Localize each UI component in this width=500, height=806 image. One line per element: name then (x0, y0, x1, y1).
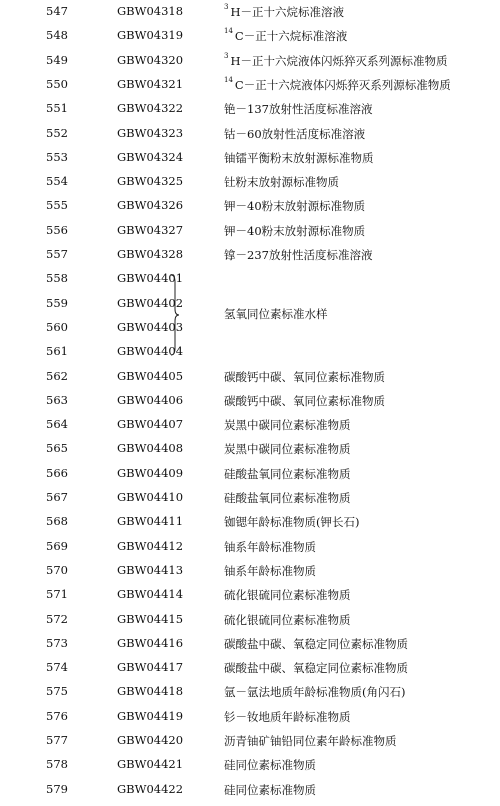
row-number: 563 (46, 392, 68, 407)
standard-code: GBW04403 (117, 319, 184, 334)
brace-icon (170, 274, 180, 356)
standard-name-text: 钍粉末放射源标准物质 (224, 175, 339, 190)
standard-code: GBW04418 (117, 684, 184, 699)
table-row (0, 223, 500, 247)
standard-name (224, 126, 500, 142)
row-number: 560 (46, 319, 68, 334)
standard-name (224, 757, 500, 773)
standard-name-text: 硫化银硫同位素标准物质 (224, 612, 351, 627)
standard-code: GBW04412 (117, 538, 184, 553)
table-row (0, 636, 500, 660)
standard-name-text: H－正十六烷液体闪烁猝灭系列源标准物质 (230, 53, 448, 68)
row-number: 572 (46, 611, 68, 626)
standard-code: GBW04406 (117, 392, 184, 407)
standard-name-text: 硅同位素标准物质 (224, 758, 316, 773)
standard-name-text: 硫化银硫同位素标准物质 (224, 588, 351, 603)
standard-name-text: H－正十六烷标准溶液 (230, 5, 344, 19)
table-row (0, 563, 500, 587)
table-row (0, 709, 500, 733)
row-number: 577 (46, 733, 68, 747)
standard-name-text: C－正十六烷液体闪烁猝灭系列源标准物质 (234, 77, 451, 92)
standard-name (224, 393, 500, 409)
table-row (0, 612, 500, 636)
standard-code: GBW04407 (117, 417, 184, 432)
standard-name-text: 硅酸盐氧同位素标准物质 (224, 466, 351, 481)
table-row (0, 101, 500, 125)
table-row (0, 369, 500, 393)
standard-name (224, 174, 500, 190)
standard-name-text: 炭黑中碳同位素标准物质 (224, 418, 351, 433)
standard-name-text: 碳酸钙中碳、氧同位素标准物质 (224, 393, 385, 408)
standard-name-text: 钴－60放射性活度标准溶液 (224, 126, 366, 141)
standard-name-text: C－正十六烷标准溶液 (234, 29, 348, 44)
standard-code: GBW04420 (117, 733, 184, 747)
row-number: 579 (46, 781, 68, 796)
standard-name (224, 709, 500, 725)
standard-code: GBW04416 (117, 635, 184, 650)
standard-name (224, 490, 500, 506)
row-number: 565 (46, 441, 68, 456)
standard-name (224, 369, 500, 385)
row-number: 568 (46, 514, 68, 529)
standard-code: GBW04410 (117, 490, 184, 504)
standard-name (224, 514, 500, 530)
row-number: 549 (46, 52, 68, 67)
table-row (0, 417, 500, 441)
standard-name (224, 684, 500, 700)
standard-name-text: 沥青铀矿铀铅同位素年龄标准物质 (224, 734, 397, 748)
standard-code: GBW04322 (117, 101, 184, 116)
table-row (0, 466, 500, 490)
table-row (0, 441, 500, 465)
row-number: 551 (46, 101, 68, 116)
row-number: 561 (46, 344, 68, 359)
row-number: 555 (46, 198, 68, 213)
isotope-mass-number: 3 (224, 3, 229, 11)
standard-name (224, 198, 500, 214)
table-row (0, 344, 500, 368)
isotope-mass-number: 14 (224, 27, 233, 36)
table-row (0, 126, 500, 150)
standard-name (224, 150, 500, 166)
standard-code: GBW04402 (117, 295, 184, 310)
standard-name (224, 660, 500, 676)
table-row (0, 174, 500, 198)
standard-code: GBW04325 (117, 174, 184, 189)
row-number: 558 (46, 271, 68, 286)
standard-code: GBW04419 (117, 708, 184, 723)
row-number: 554 (46, 174, 68, 189)
standard-code: GBW04318 (117, 4, 184, 18)
standard-code: GBW04405 (117, 368, 184, 383)
standard-name (224, 587, 500, 603)
row-number: 570 (46, 562, 68, 577)
row-number: 571 (46, 587, 68, 602)
row-number: 556 (46, 222, 68, 237)
standard-name (224, 636, 500, 652)
standard-name-text: 钾－40粉末放射源标准物质 (224, 223, 366, 238)
table-row (0, 53, 500, 77)
row-number: 552 (46, 125, 68, 140)
table-row (0, 198, 500, 222)
table-row (0, 320, 500, 344)
row-number: 559 (46, 295, 68, 310)
table-row (0, 247, 500, 271)
standard-name-text: 碳酸钙中碳、氧同位素标准物质 (224, 369, 385, 384)
standard-name (224, 223, 500, 239)
row-number: 557 (46, 247, 68, 261)
standard-name-text: 碳酸盐中碳、氧稳定同位素标准物质 (224, 636, 408, 651)
standard-name-text: 镎－237放射性活度标准溶液 (224, 248, 373, 262)
row-number: 576 (46, 708, 68, 723)
standard-name-text: 硅同位素标准物质 (224, 782, 316, 797)
row-number: 564 (46, 417, 68, 432)
standard-code: GBW04421 (117, 757, 184, 772)
standard-name (224, 782, 500, 798)
standard-code: GBW04408 (117, 441, 184, 456)
table-row (0, 490, 500, 514)
table-row (0, 733, 500, 757)
row-number: 567 (46, 490, 68, 504)
table-row (0, 660, 500, 684)
standard-code: GBW04323 (117, 125, 184, 140)
standard-name-text: 铯－137放射性活度标准溶液 (224, 102, 373, 117)
standard-name (224, 77, 500, 93)
isotope-mass-number: 14 (224, 75, 233, 84)
standard-code: GBW04401 (117, 271, 184, 286)
table-row (0, 757, 500, 781)
standard-code: GBW04422 (117, 781, 184, 796)
standard-code: GBW04414 (117, 587, 184, 602)
standard-code: GBW04324 (117, 149, 184, 164)
standard-name-text: 炭黑中碳同位素标准物质 (224, 442, 351, 457)
row-number: 574 (46, 660, 68, 675)
row-number: 548 (46, 28, 68, 43)
standard-name (224, 563, 500, 579)
row-number: 566 (46, 465, 68, 480)
standard-name-text: 钐－钕地质年龄标准物质 (224, 709, 351, 724)
standard-name (224, 612, 500, 628)
table-row (0, 393, 500, 417)
standard-name (224, 53, 500, 69)
standard-code: GBW04411 (117, 514, 184, 529)
standard-code: GBW04320 (117, 52, 184, 67)
row-number: 569 (46, 538, 68, 553)
standard-code: GBW04319 (117, 28, 184, 43)
isotope-mass-number: 3 (224, 51, 229, 60)
row-number: 550 (46, 76, 68, 91)
standard-name-text: 碳酸盐中碳、氧稳定同位素标准物质 (224, 661, 408, 676)
row-number: 573 (46, 635, 68, 650)
standard-name (224, 28, 500, 44)
standard-name (224, 733, 500, 749)
standard-code: GBW04417 (117, 660, 184, 675)
standard-name (224, 417, 500, 433)
standard-name-text: 铷锶年龄标准物质(钾长石) (224, 515, 360, 530)
table-row (0, 28, 500, 52)
table-row (0, 782, 500, 806)
standard-name-text: 硅酸盐氧同位素标准物质 (224, 491, 351, 505)
standard-name (224, 539, 500, 555)
standard-name (224, 441, 500, 457)
standard-code: GBW04326 (117, 198, 184, 213)
row-number: 553 (46, 149, 68, 164)
standard-name-text: 铀系年龄标准物质 (224, 539, 316, 554)
standard-code: GBW04327 (117, 222, 184, 237)
standard-name (224, 4, 500, 20)
table-row (0, 150, 500, 174)
table-row (0, 587, 500, 611)
standard-name (224, 247, 500, 263)
table-row (0, 4, 500, 28)
standard-name (224, 466, 500, 482)
standard-code: GBW04321 (117, 76, 184, 91)
standard-name-text: 铀系年龄标准物质 (224, 563, 316, 578)
table-row (0, 684, 500, 708)
standard-code: GBW04413 (117, 562, 184, 577)
standard-name-text: 钾－40粉末放射源标准物质 (224, 199, 366, 214)
row-number: 578 (46, 757, 68, 772)
standard-code: GBW04328 (117, 247, 184, 261)
table-row (0, 539, 500, 563)
grouped-item-name: 氢氧同位素标准水样 (224, 307, 328, 321)
standard-name (224, 101, 500, 117)
table-row (0, 514, 500, 538)
row-number: 547 (46, 4, 68, 18)
row-number: 575 (46, 684, 68, 699)
table-row (0, 77, 500, 101)
standard-name-text: 铀镭平衡粉末放射源标准物质 (224, 150, 374, 165)
standard-code: GBW04409 (117, 465, 184, 480)
standard-code: GBW04415 (117, 611, 184, 626)
standard-name-text: 氩－氩法地质年龄标准物质(角闪石) (224, 685, 406, 700)
row-number: 562 (46, 368, 68, 383)
standard-code: GBW04404 (117, 344, 184, 359)
table-row (0, 271, 500, 295)
